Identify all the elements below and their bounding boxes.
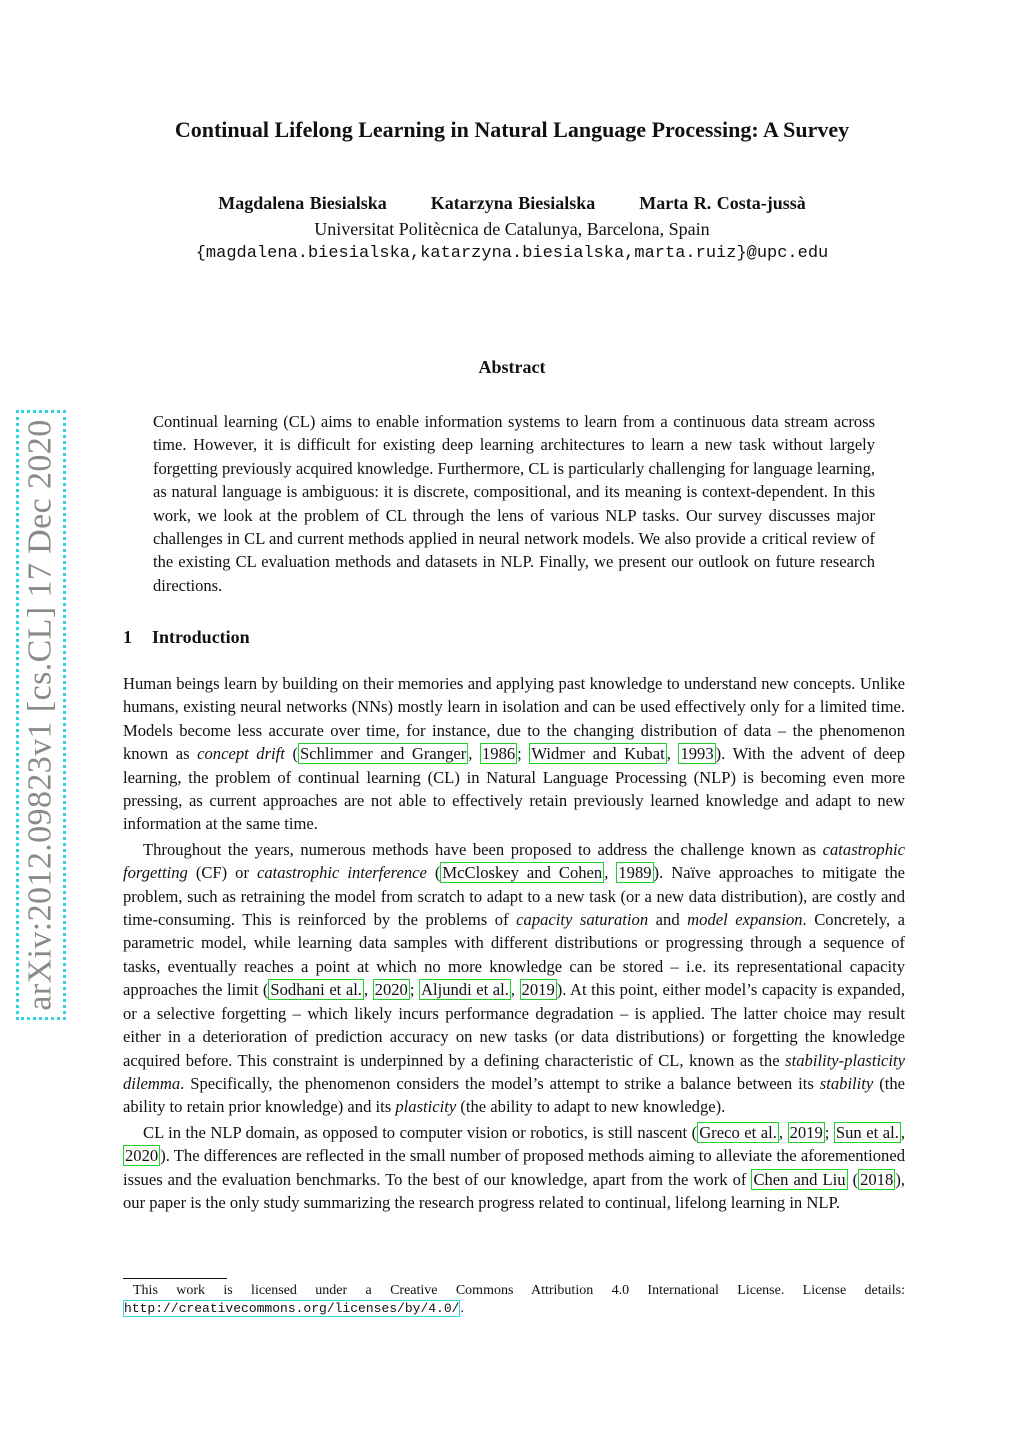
citation-link[interactable]: Chen and Liu (753, 1169, 846, 1189)
citation-year-link[interactable]: 2020 (374, 980, 408, 1000)
author-3: Marta R. Costa-jussà (639, 193, 806, 213)
section-title: Introduction (152, 627, 250, 647)
arxiv-id: arXiv:2012.09823v1 [cs.CL] 17 Dec 2020 (22, 419, 59, 1011)
footnote-rule (123, 1278, 227, 1279)
paragraph-2: Throughout the years, numerous methods have been proposed to address the challenge known as catastrophic forgetting (CF) or catastrophic interference ( McCloskey and Cohen , 1989 ). Naïve approaches to mitigate the problem, such as retraining the model from scratch to adapt to a new task (or a new data distribution), are costly and time-consuming. This is reinforced by the problems of capacity saturation and model expansion. Concretely, a parametric model, while learning data samples with different distributions or progressing through a sequence of tasks, eventually reaches a point at which no more knowledge can be stored – i.e. its representational capacity approaches the limit ( Sodhani et al. , 2020 ; Aljundi et al. , 2019 ). At this point, either model’s capacity is expanded, or a selective forgetting – which likely incurs performance degradation – is applied. The latter choice may result either in a deterioration of prediction accuracy on new tasks (or data distributions) or forgetting the knowledge acquired before. This constraint is underpinned by a defining characteristic of CL, known as the stability-plasticity dilemma. Specifically, the phenomenon considers the model’s attempt to strike a balance between its stability (the ability to retain prior knowledge) and its plasticity (the ability to adapt to new knowledge). (123, 839, 905, 1117)
citation-link[interactable]: Aljundi et al. (420, 980, 509, 1000)
citation-link[interactable]: Sun et al. (835, 1122, 899, 1142)
citation-year-link[interactable]: 1989 (618, 863, 652, 883)
citation-link[interactable]: Schlimmer and Granger (299, 744, 467, 764)
license-url-link[interactable]: http://creativecommons.org/licenses/by/4.0/ (124, 1301, 460, 1316)
author-2: Katarzyna Biesialska (430, 193, 596, 213)
citation-year-link[interactable]: 2020 (125, 1146, 159, 1166)
paragraph-1: Human beings learn by building on their memories and applying past knowledge to understand new concepts. Unlike humans, existing neural networks (NNs) mostly learn in isolation and can be used effectively only for a limited time. Models become less accurate over time, for instance, due to the changing distribution of data – the phenomenon known as concept drift ( Schlimmer and Granger , 1986 ; Widmer and Kubat , 1993 ). With the advent of deep learning, the problem of continual learning (CL) in Natural Language Processing (NLP) is becoming even more pressing, as current approaches are not able to effectively retain previously learned knowledge and adapt to new information at the same time. (123, 674, 905, 834)
citation-year-link[interactable]: 2019 (521, 980, 555, 1000)
section-heading (123, 627, 250, 648)
citation-year-link[interactable]: 2018 (860, 1169, 894, 1189)
footnote: This work is licensed under a Creative Commons Attribution 4.0 International License. License details: http://creativecommons.org/licenses/by/4.0/. (124, 1283, 905, 1316)
section-number: 1 (123, 627, 132, 647)
author-list (0, 193, 1024, 214)
abstract-heading: Abstract (478, 357, 546, 377)
paragraph-3: CL in the NLP domain, as opposed to computer vision or robotics, is still nascent ( Greco et al. , 2019 ; Sun et al. , 2020 ). The differences are reflected in the small number of proposed methods aiming to alleviate the aforementioned issues and the evaluation benchmarks. To the best of our knowledge, apart from the work of Chen and Liu ( 2018 ), our paper is the only study summarizing the research progress related to continual, lifelong learning in NLP. (123, 1122, 906, 1212)
citation-year-link[interactable]: 2019 (789, 1122, 823, 1142)
paper-title: Continual Lifelong Learning in Natural Language Processing: A Survey (174, 117, 850, 142)
author-emails: {magdalena.biesialska,katarzyna.biesialska,marta.ruiz}@upc.edu (195, 244, 829, 263)
citation-link[interactable]: Greco et al. (699, 1122, 777, 1142)
arxiv-stamp[interactable] (16, 410, 66, 1020)
affiliation: Universitat Politècnica de Catalunya, Barcelona, Spain (314, 219, 710, 239)
citation-link[interactable]: Sodhani et al. (270, 980, 362, 1000)
citation-link[interactable]: Widmer and Kubat (531, 744, 665, 764)
citation-year-link[interactable]: 1993 (680, 744, 714, 764)
body-text (123, 672, 905, 1214)
author-1: Magdalena Biesialska (218, 193, 387, 213)
footnote-text: This work is licensed under a Creative Commons Attribution 4.0 International License. License details: (133, 1283, 905, 1298)
abstract-text: Continual learning (CL) aims to enable information systems to learn from a continuous data stream across time. However, it is difficult for existing deep learning architectures to learn a new task without largely forgetting previously acquired knowledge. Furthermore, CL is particularly challenging for language learning, as natural language is ambiguous: it is discrete, compositional, and its meaning is context-dependent. In this work, we look at the problem of CL through the lens of various NLP tasks. Our survey discusses major challenges in CL and current methods applied in neural network models. We also provide a critical review of the existing CL evaluation methods and datasets in NLP. Finally, we present our outlook on future research directions. (153, 412, 875, 595)
citation-link[interactable]: McCloskey and Cohen (442, 863, 603, 883)
citation-year-link[interactable]: 1986 (481, 744, 516, 764)
